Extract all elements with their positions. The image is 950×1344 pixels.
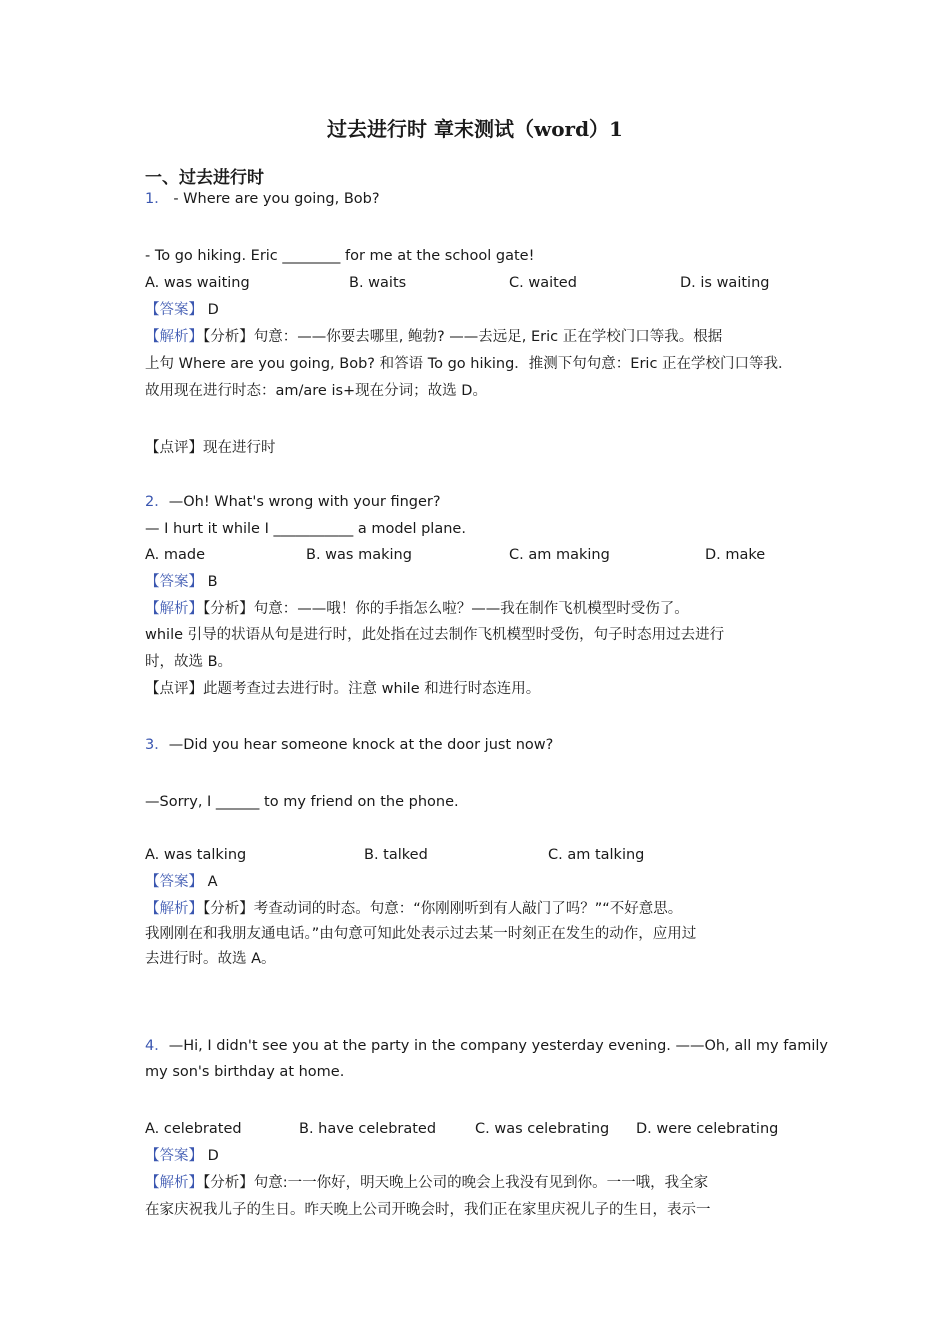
- answer-value: D: [207, 302, 219, 318]
- question-line: my son's birthday at home.: [145, 1064, 345, 1080]
- analysis-text: while 引导的状语从句是进行时，此处指在过去制作飞机模型时受伤，句子时态用过去进行: [145, 627, 725, 643]
- question-line: —Did you hear someone knock at the door just now?: [168, 737, 554, 753]
- page-title: 过去进行时 章末测试（word）1: [327, 117, 623, 141]
- analysis-line: [145, 599, 689, 619]
- question-3-stem: [145, 735, 553, 755]
- analysis-tag: 【解析】: [145, 901, 203, 917]
- analysis-line: [145, 327, 722, 347]
- option: C. waited: [509, 275, 577, 291]
- comment-text: 【点评】现在进行时: [145, 440, 276, 456]
- question-number: 2．: [145, 494, 169, 510]
- question-number: 4．: [145, 1038, 169, 1054]
- answer-line: [145, 300, 219, 320]
- analysis-text: 上句 Where are you going, Bob? 和答语 To go hiking．推测下句句意：Eric 正在学校门口等我．: [145, 356, 793, 372]
- question-line: — I hurt it while I ___________ a model plane.: [145, 521, 466, 537]
- question-2-stem: [145, 492, 441, 512]
- option: C. am talking: [548, 847, 645, 863]
- option: D. were celebrating: [636, 1121, 779, 1137]
- question-1-stem: [145, 189, 380, 209]
- analysis-text: 我刚刚在和我朋友通电话。”由句意可知此处表示过去某一时刻正在发生的动作，应用过: [145, 926, 697, 942]
- question-line: - To go hiking. Eric ________ for me at the school gate!: [145, 248, 535, 264]
- answer-value: D: [207, 1148, 219, 1164]
- option: A. made: [145, 547, 206, 563]
- option: B. have celebrated: [299, 1121, 437, 1137]
- question-line: - Where are you going, Bob?: [173, 191, 380, 207]
- analysis-text: 故用现在进行时态：am/are is+现在分词；故选 D。: [145, 383, 487, 399]
- question-number: 1．: [145, 191, 169, 207]
- analysis-tag: 【解析】: [145, 601, 203, 617]
- comment-text: 【点评】此题考查过去进行时。注意 while 和进行时态连用。: [145, 681, 541, 697]
- option: B. waits: [349, 275, 407, 291]
- answer-line: [145, 872, 218, 892]
- answer-line: [145, 572, 218, 592]
- answer-tag: 【答案】: [145, 574, 203, 590]
- option: B. talked: [364, 847, 428, 863]
- option: D. make: [705, 547, 766, 563]
- analysis-text: 【分析】句意：——你要去哪里, 鲍勃? ——去远足, Eric 正在学校门口等我。根据: [203, 329, 723, 345]
- analysis-line: [145, 899, 682, 919]
- question-number: 3．: [145, 737, 169, 753]
- analysis-line: [145, 1173, 708, 1193]
- section-heading: 一、过去进行时: [145, 168, 264, 188]
- option: B. was making: [306, 547, 412, 563]
- answer-tag: 【答案】: [145, 1148, 203, 1164]
- analysis-text: 【分析】句意：——哦！你的手指怎么啦？——我在制作飞机模型时受伤了。: [203, 601, 689, 617]
- option: C. was celebrating: [475, 1121, 610, 1137]
- answer-value: B: [207, 574, 218, 590]
- option: A. was waiting: [145, 275, 250, 291]
- analysis-text: 【分析】句意:一一你好，明天晚上公司的晚会上我没有见到你。一一哦，我全家: [203, 1175, 709, 1191]
- analysis-text: 在家庆祝我儿子的生日。昨天晚上公司开晚会时，我们正在家里庆祝儿子的生日，表示一: [145, 1202, 711, 1218]
- answer-tag: 【答案】: [145, 874, 203, 890]
- analysis-text: 时，故选 B。: [145, 654, 233, 670]
- option: A. was talking: [145, 847, 247, 863]
- analysis-text: 【分析】考查动词的时态。句意：“你刚刚听到有人敲门了吗？”“不好意思。: [203, 901, 683, 917]
- question-line: —Hi, I didn't see you at the party in the company yesterday evening. ——Oh, all my family: [168, 1038, 828, 1054]
- analysis-text: 去进行时。故选 A。: [145, 951, 276, 967]
- question-line: —Sorry, I ______ to my friend on the phone.: [145, 794, 459, 810]
- question-line: —Oh! What's wrong with your finger?: [168, 494, 441, 510]
- option: C. am making: [509, 547, 610, 563]
- answer-tag: 【答案】: [145, 302, 203, 318]
- analysis-tag: 【解析】: [145, 1175, 203, 1191]
- analysis-tag: 【解析】: [145, 329, 203, 345]
- answer-value: A: [207, 874, 218, 890]
- question-4-stem: [145, 1036, 828, 1056]
- option: D. is waiting: [680, 275, 770, 291]
- answer-line: [145, 1146, 219, 1166]
- option: A. celebrated: [145, 1121, 242, 1137]
